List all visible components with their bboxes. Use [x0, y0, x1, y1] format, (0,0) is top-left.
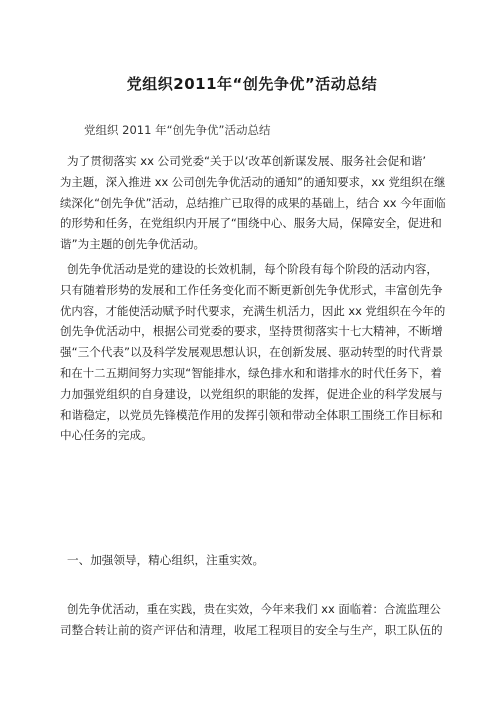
- document-title: 党组织2011年“创先争优”活动总结: [126, 75, 378, 93]
- paragraph-line: 优内容，才能使活动赋予时代要求，充满生机活力，因此 xx 党组织在今年的: [60, 303, 446, 318]
- paragraph-line: 一、加强领导，精心组织，注重实效。: [67, 553, 265, 567]
- paragraph-line: 和谐稳定，以党员先锋模范作用的发挥引领和带动全体职工围绕工作目标和: [60, 407, 443, 422]
- paragraph: [60, 151, 446, 255]
- section-heading: [60, 550, 446, 571]
- paragraph-line: 创先争优活动，重在实践，贵在实效，今年来我们 xx 面临着：合流监理公: [67, 602, 441, 616]
- paragraph: [60, 259, 446, 446]
- paragraph-line: 力加强党组织的自身建设，以党组织的职能的发挥，促进企业的科学发展与: [60, 386, 443, 401]
- paragraph-line: 谐”为主题的创先争优活动。: [60, 237, 206, 252]
- paragraph-line: 创先争优活动中，根据公司党委的要求，坚持贯彻落实十七大精神，不断增: [60, 324, 443, 339]
- paragraph-line: 为了贯彻落实 xx 公司党委“关于以‘改革创新谋发展、服务社会促和谐’: [67, 154, 427, 168]
- paragraph-line: 的形势和任务，在党组织内开展了“围绕中心、服务大局，保障安全，促进和: [60, 216, 442, 231]
- paragraph-line: 只有随着形势的发展和工作任务变化而不断更新创先争优形式，丰富创先争: [60, 282, 443, 297]
- paragraph: [60, 599, 446, 641]
- paragraph-line: 强“三个代表”以及科学发展观思想认识，在创新发展、驱动转型的时代背景: [60, 345, 444, 360]
- paragraph-line: 创先争优活动是党的建设的长效机制，每个阶段有每个阶段的活动内容，: [67, 262, 439, 276]
- paragraph-line: 为主题，深入推进 xx 公司创先争优活动的通知”的通知要求，xx 党组织在继: [60, 174, 446, 189]
- paragraph-line: 中心任务的完成。: [60, 428, 153, 443]
- document-subtitle: 党组织 2011 年“创先争优”活动总结: [84, 123, 271, 137]
- paragraph-line: 续深化“创先争优”活动，总结推广已取得的成果的基础上，结合 xx 今年面临: [60, 195, 446, 210]
- paragraph-line: 和在十二五期间努力实现“智能排水，绿色排水和和谐排水的时代任务下，着: [60, 365, 442, 380]
- paragraph-line: 司整合转让前的资产评估和清理，收尾工程项目的安全与生产，职工队伍的: [60, 622, 443, 637]
